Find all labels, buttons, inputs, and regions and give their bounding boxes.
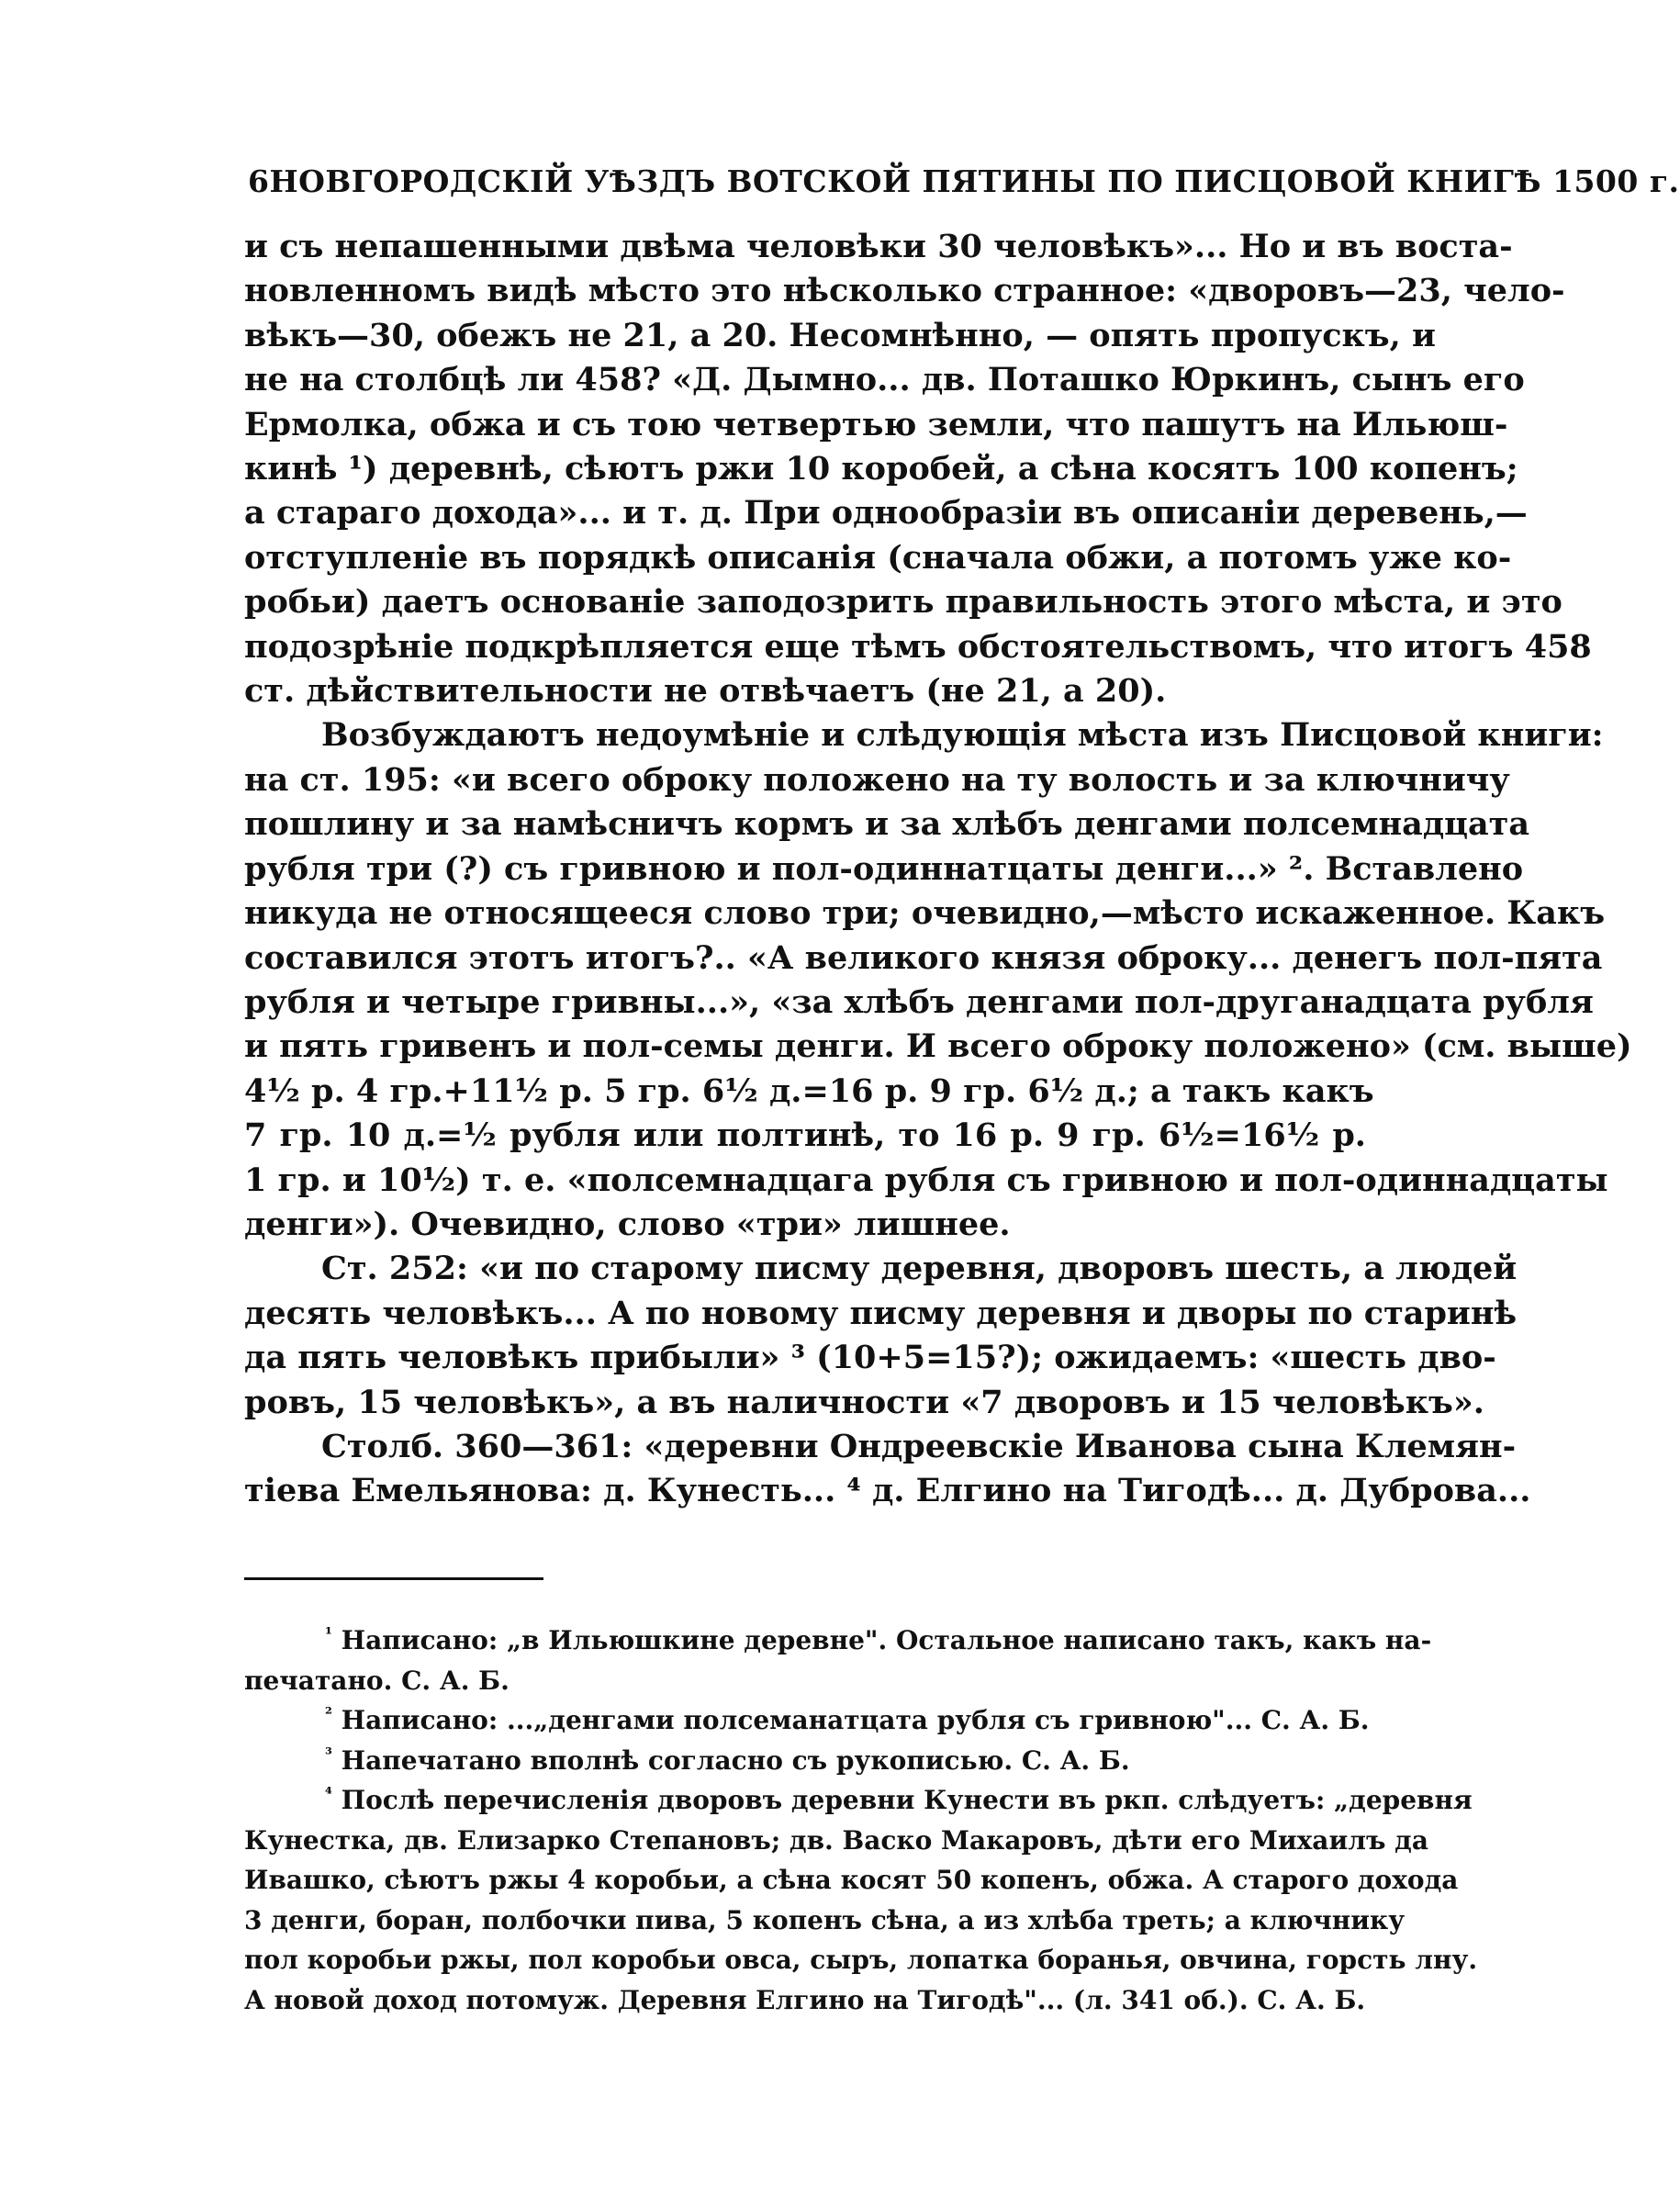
- footnote-marker: ⁴: [325, 1784, 332, 1804]
- footnote-line: А новой доход потомуж. Деревня Елгино на Тигодѣ"... (л. 341 об.). С. А. Б.: [244, 1984, 1366, 2015]
- text-line: ровъ, 15 человѣкъ», а въ наличности «7 дворовъ и 15 человѣкъ».: [244, 1383, 1484, 1421]
- text-line: 4½ р. 4 гр.+11½ р. 5 гр. 6½ д.=16 р. 9 гр. 6½ д.; а такъ какъ: [244, 1071, 1374, 1110]
- running-title: НОВГОРОДСКІЙ УѢЗДЪ ВОТСКОЙ ПЯТИНЫ ПО ПИСЦОВОЙ КНИГѢ 1500 г.: [269, 163, 1680, 199]
- text-line: Ермолка, обжа и съ тою четвертью земли, что пашутъ на Ильюш-: [244, 405, 1508, 443]
- paragraph-4: [244, 1425, 1531, 1514]
- footnote-3: [244, 1741, 1366, 1781]
- text-line: 7 гр. 10 д.=½ рубля или полтинѣ, то 16 р. 9 гр. 6½=16½ р.: [244, 1116, 1366, 1155]
- footnote-marker: ²: [325, 1704, 332, 1724]
- footnote-line: [244, 1741, 1366, 1781]
- footnote-1: [244, 1621, 1432, 1700]
- text-line: тіева Емельянова: д. Кунесть... ⁴ д. Елгино на Тигодѣ... д. Дуброва...: [244, 1472, 1531, 1510]
- footnote-line: [244, 1621, 1432, 1661]
- footnote-line: Кунестка, дв. Елизарко Степановъ; дв. Васко Макаровъ, дѣти его Михаилъ да: [244, 1824, 1428, 1856]
- paragraph-2: [244, 713, 1632, 1247]
- footnote-marker: ¹: [325, 1624, 332, 1644]
- text-line: никуда не относящееся слово три; очевидно,—мѣсто искаженное. Какъ: [244, 894, 1606, 933]
- footnote-text: Написано: ...„денгами полсеманатцата рубля съ гривною"... С. А. Б.: [341, 1705, 1370, 1735]
- text-line: десять человѣкъ... А по новому писму деревня и дворы по старинѣ: [244, 1294, 1518, 1332]
- text-line: не на столбцѣ ли 458? «Д. Дымно... дв. Поташко Юркинъ, сынъ его: [244, 361, 1525, 399]
- text-line: денги»). Очевидно, слово «три» лишнее.: [244, 1205, 1011, 1243]
- text-line: Возбуждаютъ недоумѣніе и слѣдующія мѣста изъ Писцовой книги:: [321, 716, 1604, 755]
- footnote-line: [244, 1780, 1473, 1821]
- page-number: 6: [248, 163, 270, 199]
- paragraph-1: [244, 225, 1592, 713]
- text-line: вѣкъ—30, обежъ не 21, а 20. Несомнѣнно, — опять пропускъ, и: [244, 316, 1436, 354]
- text-line: робьи) даетъ основаніе заподозрить правильность этого мѣста, и это: [244, 583, 1562, 622]
- text-line: пошлину и за намѣсничъ кормъ и за хлѣбъ денгами полсемнадцата: [244, 805, 1530, 844]
- footnote-text: Напечатано вполнѣ согласно съ рукописью. С. А. Б.: [341, 1744, 1130, 1776]
- text-line: новленномъ видѣ мѣсто это нѣсколько странное: «дворовъ—23, чело-: [244, 272, 1565, 310]
- text-line: ст. дѣйствительности не отвѣчаетъ (не 21, а 20).: [244, 672, 1167, 711]
- text-line: отступленіе въ порядкѣ описанія (сначала обжи, а потомъ уже ко-: [244, 538, 1512, 577]
- footnote-text: Послѣ перечисленія дворовъ деревни Кунести въ ркп. слѣдуетъ: „деревня: [341, 1785, 1473, 1815]
- footnote-2: [244, 1700, 1370, 1741]
- footnote-4: [244, 1780, 1478, 2020]
- footnote-divider: [244, 1577, 543, 1580]
- text-line: а стараго дохода»... и т. д. При однообразіи въ описаніи деревень,—: [244, 494, 1528, 533]
- footnote-line: [244, 1700, 1370, 1741]
- main-text: [244, 225, 1632, 1514]
- footnote-marker: ³: [325, 1744, 332, 1765]
- text-line: рубля и четыре гривны...», «за хлѣбъ денгами пол-друганадцата рубля: [244, 982, 1594, 1021]
- text-line: Ст. 252: «и по старому писму деревня, дворовъ шесть, а людей: [321, 1250, 1518, 1288]
- text-line: кинѣ ¹) деревнѣ, сѣютъ ржи 10 коробей, а сѣна косятъ 100 копенъ;: [244, 450, 1518, 488]
- text-line: и съ непашенными двѣма человѣки 30 человѣкъ»... Но и въ воста-: [244, 228, 1513, 265]
- paragraph-3: [244, 1247, 1518, 1425]
- text-line: подозрѣніе подкрѣпляется еще тѣмъ обстоятельствомъ, что итогъ 458: [244, 627, 1592, 666]
- footnote-text: Написано: „в Ильюшкине деревне". Остальное написано такъ, какъ на-: [341, 1625, 1432, 1655]
- text-line: да пять человѣкъ прибыли» ³ (10+5=15?); ожидаемъ: «шесть дво-: [244, 1339, 1496, 1377]
- footnote-line: печатано. С. А. Б.: [244, 1665, 510, 1696]
- footnote-line: пол коробьи ржы, пол коробьи овса, сыръ, лопатка боранья, овчина, горсть лну.: [244, 1945, 1478, 1975]
- page-header: [248, 163, 1680, 209]
- text-line: на ст. 195: «и всего оброку положено на ту волость и за ключничу: [244, 760, 1510, 799]
- text-line: 1 гр. и 10½) т. е. «полсемнадцага рубля съ гривною и пол-одиннадцаты: [244, 1161, 1608, 1199]
- text-line: и пять гривенъ и пол-семы денги. И всего оброку положено» (см. выше): [244, 1027, 1632, 1066]
- text-line: составился этотъ итогъ?.. «А великого князя оброку... денегъ пол-пята: [244, 938, 1603, 977]
- text-line: рубля три (?) съ гривною и пол-одиннатцаты денги...» ². Вставлено: [244, 849, 1524, 888]
- text-line: Столб. 360—361: «деревни Ондреевскіе Иванова сына Клемян-: [321, 1427, 1517, 1465]
- footnote-line: Ивашко, сѣютъ ржы 4 коробьи, а сѣна косят 50 копенъ, обжа. А старого дохода: [244, 1865, 1459, 1895]
- footnotes: [244, 1621, 1478, 2020]
- footnote-line: 3 денги, боран, полбочки пива, 5 копенъ сѣна, а из хлѣба треть; а ключнику: [244, 1904, 1406, 1935]
